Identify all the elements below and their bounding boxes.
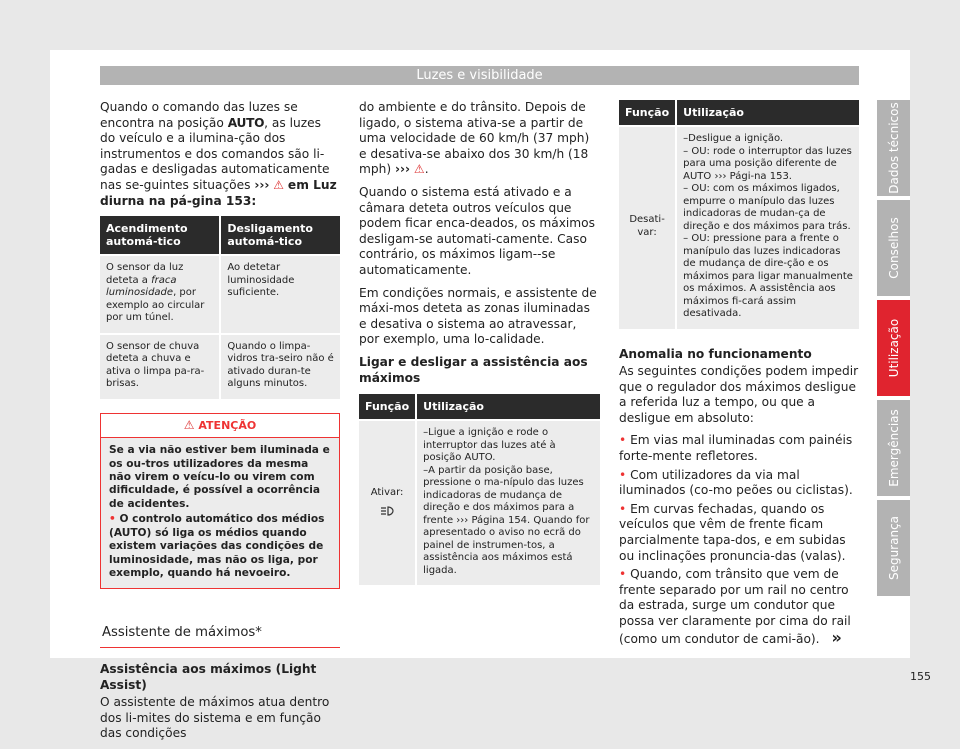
tab-seguranca[interactable]	[877, 500, 910, 596]
section-title-text: Assistente de máximos*	[102, 625, 262, 641]
table-row	[619, 126, 859, 329]
tab-label: Dados técnicos	[886, 102, 901, 194]
cell-text: O sensor da luz deteta a	[106, 262, 184, 286]
table-header: Desligamento automá-tico	[220, 216, 340, 255]
table-header: Função	[619, 100, 676, 126]
subheading: Assistência aos máximos (Light Assist)	[100, 661, 317, 692]
intro-text-b: , as luzes do veículo e a ilumina-ção dos instrumentos e dos comandos são li-gadas e desligadas automaticamente nas se-guintes situações	[100, 115, 330, 192]
table-header: Função	[359, 394, 416, 420]
bullet-icon: •	[619, 567, 627, 582]
list-item-text: Com utilizadores da via mal iluminados (co-mo peões ou ciclistas).	[619, 467, 853, 498]
section-title	[100, 619, 340, 648]
tab-conselhos[interactable]	[877, 200, 910, 296]
list-item-text: Em vias mal iluminadas com painéis forte-mente refletores.	[619, 433, 853, 464]
tab-label: Utilização	[886, 318, 901, 378]
intro-paragraph	[100, 100, 340, 209]
intro-text-a: Quando o comando das luzes se encontra na posição	[100, 100, 298, 130]
list-item	[619, 567, 859, 647]
paragraph: O assistente de máximos atua dentro dos li-mites do sistema e em função das condições	[100, 695, 330, 741]
table-row	[100, 255, 340, 334]
warning-triangle-icon: ⚠	[413, 162, 425, 177]
table-cell: Quando o limpa-vidros tra-seiro não é ativado duran-te alguns minutos.	[220, 334, 340, 399]
page-number: 155	[910, 670, 931, 683]
cross-reference-arrows: ›››	[394, 162, 411, 177]
table-header: Acendimento automá-tico	[100, 216, 220, 255]
table-cell: Ao detetar luminosidade suficiente.	[220, 255, 340, 334]
paragraph: do ambiente e do trânsito. Depois de ligado, o sistema ativa-se a partir de uma velocidade de 60 km/h (37 mph) e desativa-se abaixo dos 30 km/h (18 mph) ››› ⚠.	[359, 100, 590, 177]
column-3	[619, 100, 859, 650]
bullet-icon: •	[109, 513, 116, 526]
list-item-text: Quando, com trânsito que vem de frente separado por um rail no centro da estrada, surge um condutor que possa ver claramente por cima do rail (como um condutor de cami-ão).	[619, 567, 851, 646]
warning-box-title	[101, 414, 339, 439]
tab-label: Emergências	[886, 409, 901, 487]
activate-table	[359, 394, 600, 585]
auto-symbol: AUTO	[227, 115, 265, 130]
table-row	[359, 420, 600, 585]
list-item	[619, 433, 859, 464]
cell-text: , por exemplo ao circular por um túnel.	[106, 287, 205, 324]
warning-box-body	[101, 438, 339, 588]
bullet-list	[619, 433, 859, 647]
function-label: Ativar:	[370, 486, 404, 498]
paragraph: As seguintes condições podem impedir que o regulador dos máximos desligue a referida luz a tempo, ou que a desligue em absoluto:	[619, 364, 859, 425]
tab-label: Conselhos	[886, 217, 901, 279]
paragraph: Quando o sistema está ativado e a câmara deteta outros veículos que podem ficar enca-deados, os máximos desligam-se automati-camente. Caso contrário, os máximos ligam--se automaticamente.	[359, 184, 595, 277]
warning-triangle-icon: ⚠	[273, 177, 285, 192]
tab-emergencias[interactable]	[877, 400, 910, 496]
warning-title-text: ATENÇÃO	[198, 418, 257, 432]
table-cell	[100, 255, 220, 334]
table-cell: O sensor de chuva deteta a chuva e ativa o limpa pa-ra-brisas.	[100, 334, 220, 399]
list-item	[619, 468, 859, 499]
table-header: Utilização	[416, 394, 600, 420]
warning-bullet-text: O controlo automático dos médios (AUTO) só liga os médios quando existem variações das condições de luminosidade, mas não os liga, por exemplo, quando há nevoeiro.	[109, 513, 325, 579]
list-item	[619, 502, 859, 564]
auto-lights-table	[100, 216, 340, 399]
column-2	[359, 100, 600, 585]
warning-box	[100, 413, 340, 590]
header-title: Luzes e visibilidade	[416, 68, 543, 83]
table-cell: Desati-var:	[619, 126, 676, 329]
bullet-icon: •	[619, 467, 627, 482]
intro-text-c: em Luz diurna na pá-gina 153:	[100, 177, 337, 208]
bullet-icon: •	[619, 501, 627, 516]
table-row	[100, 334, 340, 399]
deactivate-table	[619, 100, 859, 329]
subheading: Anomalia no funcionamento	[619, 346, 812, 361]
table-header: Utilização	[676, 100, 859, 126]
column-1	[100, 100, 340, 749]
table-cell	[359, 420, 416, 585]
tab-dados-tecnicos[interactable]	[877, 100, 910, 196]
tab-label: Segurança	[886, 515, 901, 581]
table-cell: –Desligue a ignição. – OU: rode o interruptor das luzes para uma posição diferente de AUTO ››› Pági-na 153. – OU: com os máximos ligados, empurre o manípulo das luzes indicadoras de mudan-ça de direção e dos máximos para trás. – OU: pressione para a frente o manípulo das luzes indicadoras de mudança de dire-ção e os máximos para ligar manualmente os máximos. A assistência aos máximos fi-cará assim desativada.	[676, 126, 859, 329]
cross-reference-arrows: ›››	[254, 177, 270, 192]
tab-utilizacao[interactable]	[877, 300, 910, 396]
warning-text: Se a via não estiver bem iluminada e os ou-tros utilizadores da mesma não virem o veícu-lo ou virem com dificuldade, é possível a ocorrência de acidentes.	[109, 444, 330, 510]
high-beam-assist-icon	[380, 505, 394, 517]
bullet-icon: •	[619, 433, 627, 448]
continued-marker: »	[831, 627, 842, 647]
list-item-text: Em curvas fechadas, quando os veículos que vêm de frente ficam parcialmente tapa-dos, e em subidas ou inclinações pronuncia-das (valas).	[619, 501, 846, 563]
paragraph: Em condições normais, e assistente de máxi-mos deteta as zonas iluminadas e desativa o sistema ao atravessar, por exemplo, uma lo-calidade.	[359, 285, 597, 347]
warning-bullet	[109, 513, 331, 580]
subheading: Ligar e desligar a assistência aos máximos	[359, 354, 588, 385]
cell-emphasis: fraca luminosidade	[106, 274, 177, 299]
paragraph-text: do ambiente e do trânsito. Depois de ligado, o sistema ativa-se a partir de uma velocidade de 60 km/h (37 mph) e desativa-se abaixo dos 30 km/h (18 mph)	[359, 100, 590, 177]
page-header	[100, 66, 859, 85]
warning-triangle-icon: ⚠	[183, 417, 195, 432]
manual-page	[50, 50, 931, 741]
table-cell: –Ligue a ignição e rode o interruptor das luzes até à posição AUTO. –A partir da posição base, pressione o ma-nípulo das luzes indicadoras de mudança de direção e dos máximos para a frente ››› Página 154. Quando for apresentado o aviso no ecrã do painel de instrumen-tos, a assistência aos máximos está ligada.	[416, 420, 600, 585]
